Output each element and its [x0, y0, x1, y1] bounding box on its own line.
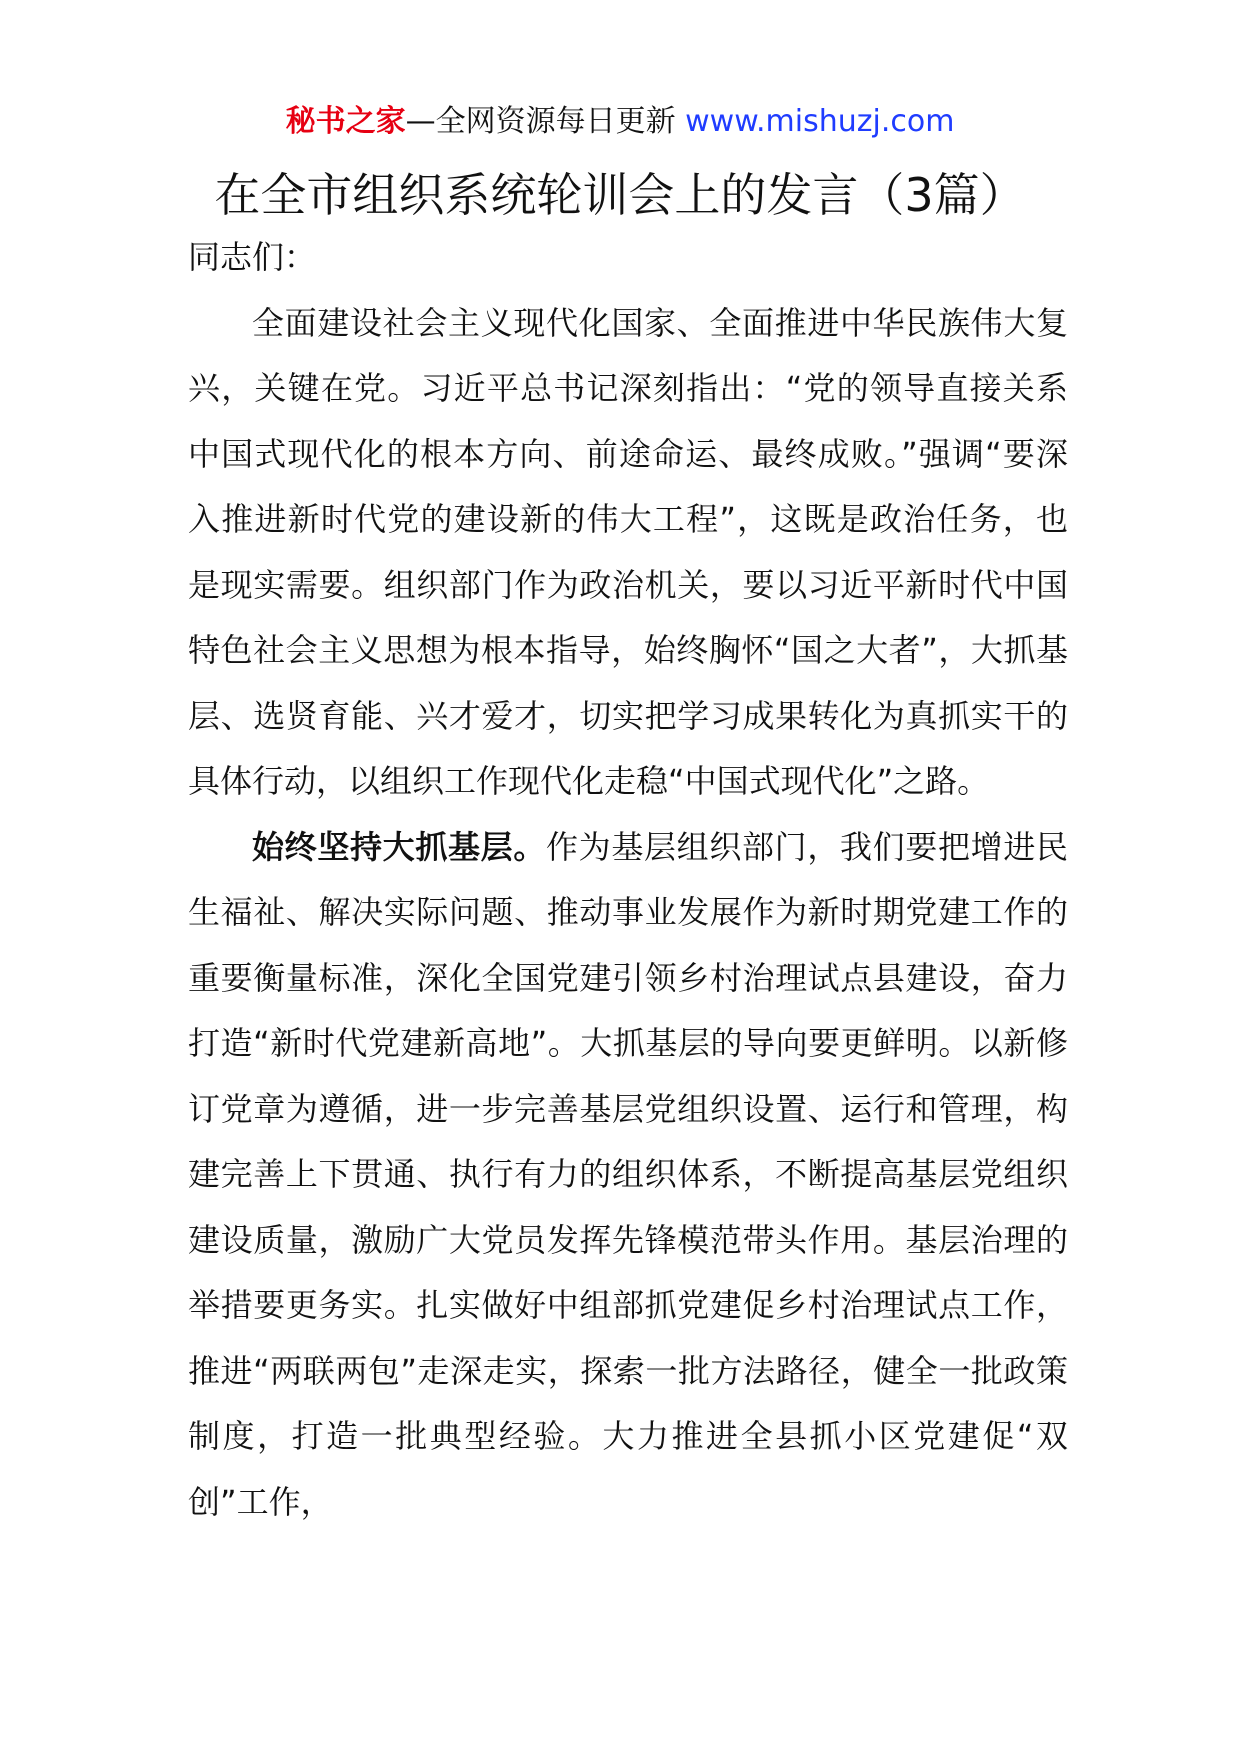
document-body [188, 225, 1068, 1535]
site-header [0, 100, 1240, 144]
site-url-link[interactable]: www.mishuzj.com [685, 104, 955, 139]
document-title: 在全市组织系统轮训会上的发言（3篇） [214, 168, 1026, 222]
paragraph-lead-heading: 始终坚持大抓基层。 [252, 827, 546, 866]
site-slogan: —全网资源每日更新 [405, 104, 676, 139]
paragraph-intro: 全面建设社会主义现代化国家、全面推进中华民族伟大复兴，关键在党。习近平总书记深刻指出：“党的领导直接关系中国式现代化的根本方向、前途命运、最终成败。”强调“要深入推进新时代党的建设新的伟大工程”，这既是政治任务，也是现实需要。组织部门作为政治机关，要以习近平新时代中国特色社会主义思想为根本指导，始终胸怀“国之大者”，大抓基层、选贤育能、兴才爱才，切实把学习成果转化为真抓实干的具体行动，以组织工作现代化走稳“中国式现代化”之路。 [188, 303, 1068, 800]
paragraph-grassroots [188, 815, 1068, 1536]
salutation: 同志们： [188, 238, 317, 276]
brand-name: 秘书之家 [285, 104, 406, 139]
paragraph-grassroots-text: 作为基层组织部门，我们要把增进民生福祉、解决实际问题、推动事业发展作为新时期党建工作的重要衡量标准，深化全国党建引领乡村治理试点县建设，奋力打造“新时代党建新高地”。大抓基层的导向要更鲜明。以新修订党章为遵循，进一步完善基层党组织设置、运行和管理，构建完善上下贯通、执行有力的组织体系，不断提高基层党组织建设质量，激励广大党员发挥先锋模范带头作用。基层治理的举措要更务实。扎实做好中组部抓党建促乡村治理试点工作，推进“两联两包”走深走实，探索一批方法路径，健全一批政策制度，打造一批典型经验。大力推进全县抓小区党建促“双创”工作， [188, 827, 1068, 1521]
